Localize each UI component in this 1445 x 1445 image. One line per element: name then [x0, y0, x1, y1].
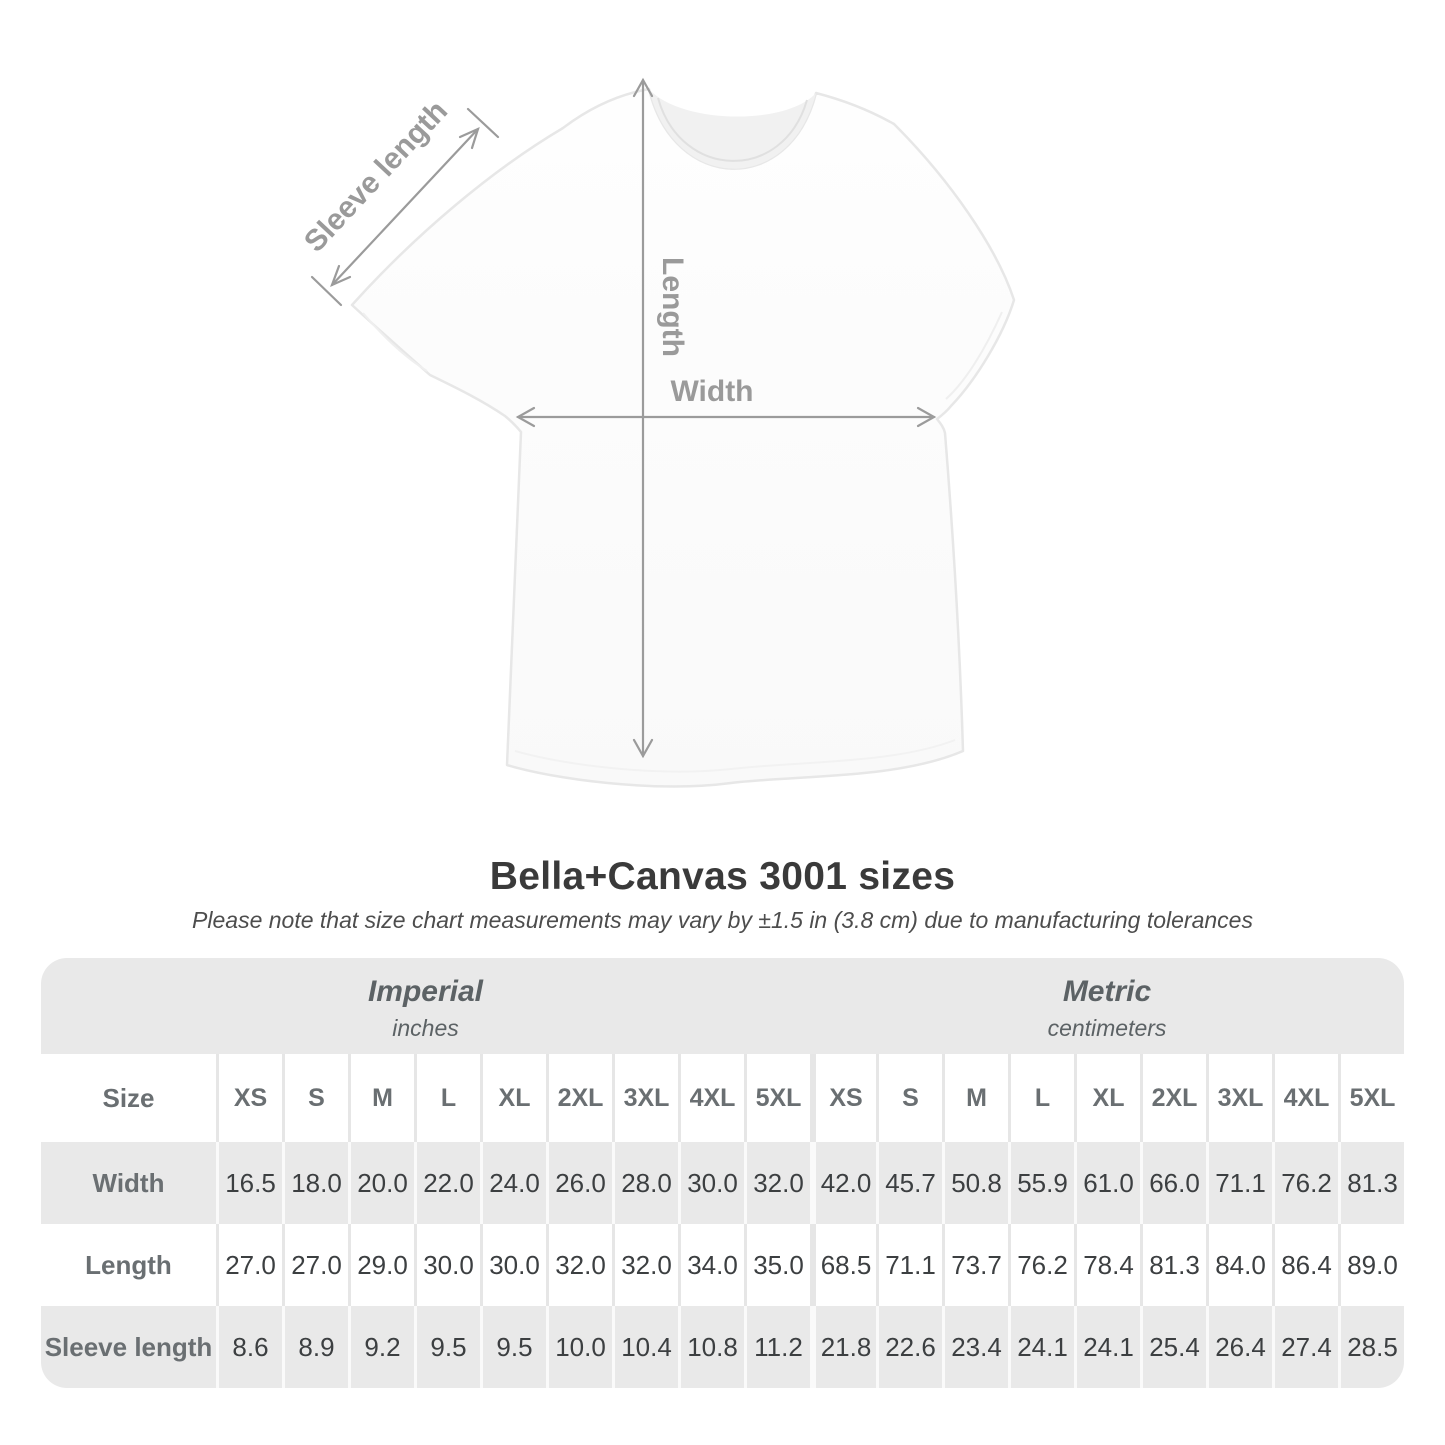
size-col-header-imperial: 5XL — [744, 1054, 810, 1142]
measurement-value-metric: 25.4 — [1140, 1306, 1206, 1388]
measurement-value-imperial: 8.6 — [216, 1306, 282, 1388]
metric-title: Metric — [1062, 974, 1152, 1008]
metric-unit: centimeters — [1047, 1014, 1167, 1041]
measurement-value-imperial: 9.2 — [348, 1306, 414, 1388]
measurement-value-imperial: 22.0 — [414, 1142, 480, 1224]
imperial-title: Imperial — [367, 974, 484, 1008]
measurement-value-imperial: 27.0 — [216, 1224, 282, 1306]
page-subtitle: Please note that size chart measurements may vary by ±1.5 in (3.8 cm) due to manufacturing tolerances — [192, 907, 1253, 933]
measurement-value-metric: 89.0 — [1338, 1224, 1404, 1306]
size-grid — [41, 1054, 1404, 1388]
measurement-value-imperial: 18.0 — [282, 1142, 348, 1224]
measurement-value-imperial: 28.0 — [612, 1142, 678, 1224]
measurement-value-imperial: 30.0 — [414, 1224, 480, 1306]
measurement-value-metric: 24.1 — [1074, 1306, 1140, 1388]
size-col-header-metric: 2XL — [1140, 1054, 1206, 1142]
size-col-header-imperial: 2XL — [546, 1054, 612, 1142]
measurement-value-imperial: 24.0 — [480, 1142, 546, 1224]
measurement-value-metric: 28.5 — [1338, 1306, 1404, 1388]
measurement-value-imperial: 9.5 — [414, 1306, 480, 1388]
size-table — [41, 958, 1404, 1388]
measurement-value-metric: 71.1 — [876, 1224, 942, 1306]
sleeve-length-label: Sleeve length — [298, 94, 455, 259]
measurement-value-imperial: 10.8 — [678, 1306, 744, 1388]
measurement-value-metric: 21.8 — [810, 1306, 876, 1388]
measurement-value-metric: 76.2 — [1008, 1224, 1074, 1306]
size-col-header-metric: S — [876, 1054, 942, 1142]
size-col-header-imperial: 3XL — [612, 1054, 678, 1142]
size-col-header-metric: XS — [810, 1054, 876, 1142]
size-col-header-metric: M — [942, 1054, 1008, 1142]
measurement-value-imperial: 10.4 — [612, 1306, 678, 1388]
size-col-header-imperial: XS — [216, 1054, 282, 1142]
measurement-value-metric: 45.7 — [876, 1142, 942, 1224]
tshirt-illustration — [352, 89, 1014, 786]
measurement-value-metric: 66.0 — [1140, 1142, 1206, 1224]
measurement-value-metric: 26.4 — [1206, 1306, 1272, 1388]
measurement-value-imperial: 27.0 — [282, 1224, 348, 1306]
measurement-value-imperial: 34.0 — [678, 1224, 744, 1306]
size-col-header-metric: 5XL — [1338, 1054, 1404, 1142]
width-label: Width — [670, 375, 754, 408]
measurement-value-metric: 42.0 — [810, 1142, 876, 1224]
measurement-value-metric: 86.4 — [1272, 1224, 1338, 1306]
measurement-value-metric: 61.0 — [1074, 1142, 1140, 1224]
measurement-value-imperial: 9.5 — [480, 1306, 546, 1388]
measurement-value-metric: 76.2 — [1272, 1142, 1338, 1224]
size-col-header-metric: 3XL — [1206, 1054, 1272, 1142]
size-col-header-imperial: 4XL — [678, 1054, 744, 1142]
measurement-value-imperial: 26.0 — [546, 1142, 612, 1224]
measurement-value-metric: 73.7 — [942, 1224, 1008, 1306]
size-col-header-metric: XL — [1074, 1054, 1140, 1142]
size-col-header-imperial: L — [414, 1054, 480, 1142]
measurement-value-metric: 27.4 — [1272, 1306, 1338, 1388]
size-col-header-imperial: XL — [480, 1054, 546, 1142]
measurement-value-imperial: 32.0 — [612, 1224, 678, 1306]
measurement-value-imperial: 32.0 — [744, 1142, 810, 1224]
unit-header-band — [41, 958, 1404, 1054]
measurement-value-metric: 23.4 — [942, 1306, 1008, 1388]
measurement-row-label: Length — [41, 1224, 216, 1306]
size-col-header-imperial: S — [282, 1054, 348, 1142]
measurement-value-imperial: 30.0 — [480, 1224, 546, 1306]
measurement-value-metric: 24.1 — [1008, 1306, 1074, 1388]
measurement-value-metric: 84.0 — [1206, 1224, 1272, 1306]
measurement-value-metric: 71.1 — [1206, 1142, 1272, 1224]
metric-header — [810, 958, 1404, 1054]
measurement-value-imperial: 20.0 — [348, 1142, 414, 1224]
measurement-value-imperial: 11.2 — [744, 1306, 810, 1388]
size-col-header-metric: L — [1008, 1054, 1074, 1142]
measurement-value-imperial: 35.0 — [744, 1224, 810, 1306]
measurement-value-metric: 78.4 — [1074, 1224, 1140, 1306]
imperial-header — [41, 958, 810, 1054]
imperial-unit: inches — [392, 1014, 459, 1041]
measurement-row-label: Width — [41, 1142, 216, 1224]
size-col-header-imperial: M — [348, 1054, 414, 1142]
size-col-header-metric: 4XL — [1272, 1054, 1338, 1142]
measurement-row-label: Sleeve length — [41, 1306, 216, 1388]
measurement-value-metric: 68.5 — [810, 1224, 876, 1306]
measurement-value-imperial: 8.9 — [282, 1306, 348, 1388]
measurement-value-metric: 50.8 — [942, 1142, 1008, 1224]
measurement-value-imperial: 16.5 — [216, 1142, 282, 1224]
size-row-label: Size — [41, 1054, 216, 1142]
measurement-value-imperial: 30.0 — [678, 1142, 744, 1224]
measurement-value-imperial: 10.0 — [546, 1306, 612, 1388]
length-label: Length — [656, 257, 689, 357]
measurement-value-metric: 22.6 — [876, 1306, 942, 1388]
page-title: Bella+Canvas 3001 sizes — [489, 855, 956, 898]
measurement-value-metric: 81.3 — [1338, 1142, 1404, 1224]
measurement-value-metric: 55.9 — [1008, 1142, 1074, 1224]
measurement-value-imperial: 32.0 — [546, 1224, 612, 1306]
measurement-value-metric: 81.3 — [1140, 1224, 1206, 1306]
measurement-value-imperial: 29.0 — [348, 1224, 414, 1306]
